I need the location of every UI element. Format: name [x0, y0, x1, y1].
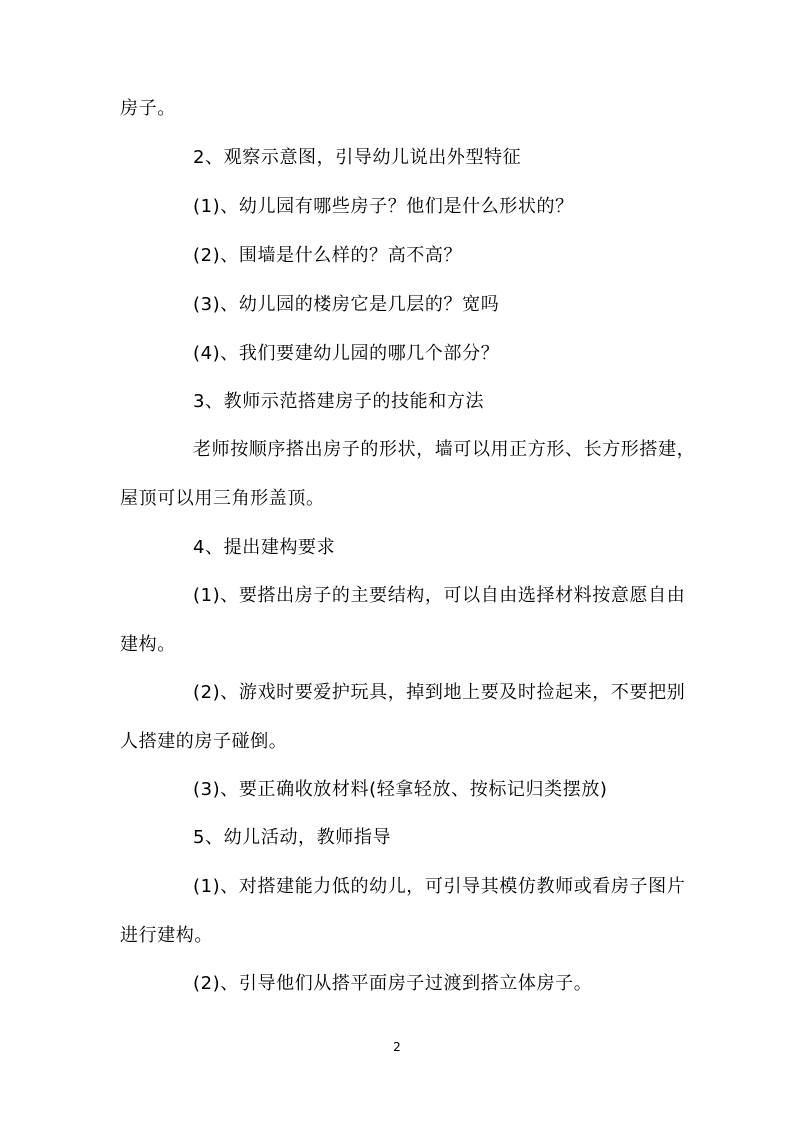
list-item: (4)、我们要建幼儿园的哪几个部分？ — [193, 343, 500, 364]
section-heading-5: 5、幼儿活动，教师指导 — [193, 827, 392, 848]
list-item-continuation: 进行建构。 — [120, 925, 213, 946]
section-heading-4: 4、提出建构要求 — [193, 537, 336, 558]
list-item: (2)、游戏时要爱护玩具，掉到地上要及时捡起来，不要把别 — [193, 682, 686, 703]
paragraph-line: 老师按顺序搭出房子的形状，墙可以用正方形、长方形搭建， — [193, 439, 696, 460]
list-item: (3)、要正确收放材料(轻拿轻放、按标记归类摆放) — [193, 779, 608, 800]
list-item: (2)、围墙是什么样的？高不高？ — [193, 245, 463, 266]
page-number: 2 — [393, 1040, 401, 1054]
list-item-continuation: 人搭建的房子碰倒。 — [120, 731, 288, 752]
list-item: (1)、对搭建能力低的幼儿，可引导其模仿教师或看房子图片 — [193, 876, 686, 897]
section-heading-3: 3、教师示范搭建房子的技能和方法 — [193, 391, 485, 412]
list-item: (2)、引导他们从搭平面房子过渡到搭立体房子。 — [193, 973, 593, 994]
list-item: (1)、幼儿园有哪些房子？他们是什么形状的？ — [193, 196, 574, 217]
paragraph-line: 屋顶可以用三角形盖顶。 — [120, 488, 325, 509]
list-item: (3)、幼儿园的楼房它是几层的？宽吗 — [193, 294, 500, 315]
list-item: (1)、要搭出房子的主要结构，可以自由选择材料按意愿自由 — [193, 585, 686, 606]
list-item-continuation: 建构。 — [120, 634, 176, 655]
text-line-continuation: 房子。 — [120, 98, 176, 119]
section-heading-2: 2、观察示意图，引导幼儿说出外型特征 — [193, 147, 522, 168]
